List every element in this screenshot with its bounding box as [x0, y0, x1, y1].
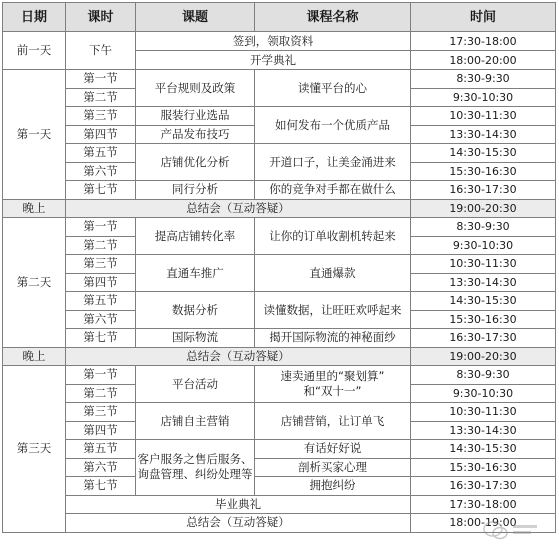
session-cell: 第二节	[65, 236, 136, 256]
time-cell: 15:30-16:30	[410, 162, 556, 182]
course-cell: 直通爆款	[254, 254, 411, 292]
topic-cell: 客户服务之售后服务、 询盘管理、纠纷处理等	[135, 439, 255, 496]
session-cell: 第七节	[65, 328, 136, 348]
time-cell: 13:30-14:30	[410, 421, 556, 441]
session-cell: 第六节	[65, 310, 136, 330]
course-cell: 揭开国际物流的神秘面纱	[254, 328, 411, 348]
session-cell: 第一节	[65, 217, 136, 237]
time-cell: 16:30-17:30	[410, 180, 556, 200]
time-cell: 9:30-10:30	[410, 236, 556, 256]
time-cell: 10:30-11:30	[410, 254, 556, 274]
time-cell: 9:30-10:30	[410, 384, 556, 404]
topic-cell: 直通车推广	[135, 254, 255, 292]
pre-day-course: 开学典礼	[135, 50, 411, 70]
header-course-name: 课程名称	[254, 2, 411, 32]
topic-cell: 店铺自主营销	[135, 402, 255, 440]
evening-label: 晚上	[2, 347, 66, 367]
session-cell: 第四节	[65, 421, 136, 441]
header-time: 时间	[410, 2, 556, 32]
session-cell: 第一节	[65, 69, 136, 89]
session-cell: 第四节	[65, 125, 136, 145]
pre-day-session: 下午	[65, 31, 136, 70]
header-date: 日期	[2, 2, 66, 32]
topic-cell: 国际物流	[135, 328, 255, 348]
session-cell: 第六节	[65, 162, 136, 182]
session-cell: 第五节	[65, 291, 136, 311]
time-cell: 13:30-14:30	[410, 125, 556, 145]
schedule-table	[2, 2, 555, 533]
course-cell: 有话好好说	[254, 439, 411, 459]
topic-cell: 平台规则及政策	[135, 69, 255, 107]
session-cell: 第二节	[65, 384, 136, 404]
session-cell: 第三节	[65, 402, 136, 422]
session-cell: 第五节	[65, 143, 136, 163]
session-cell: 第七节	[65, 180, 136, 200]
wechat-watermark-icon	[481, 516, 541, 544]
day-date: 第三天	[2, 365, 66, 533]
topic-cell: 同行分析	[135, 180, 255, 200]
course-cell: 店铺营销，让订单飞	[254, 402, 411, 440]
session-cell: 第七节	[65, 476, 136, 496]
course-cell: 剖析买家心理	[254, 458, 411, 478]
evening-course: 总结会（互动答疑）	[65, 199, 411, 219]
topic-cell: 平台活动	[135, 365, 255, 403]
session-cell: 第五节	[65, 439, 136, 459]
session-cell: 第四节	[65, 273, 136, 293]
day-date: 第二天	[2, 217, 66, 348]
course-cell: 速卖通里的“聚划算” 和“双十一”	[254, 365, 411, 403]
course-cell: 开道口子，让美金涌进来	[254, 143, 411, 181]
topic-cell: 提高店铺转化率	[135, 217, 255, 255]
session-cell: 第三节	[65, 106, 136, 126]
evening-label: 晚上	[2, 199, 66, 219]
course-cell: 读懂数据，让旺旺欢呼起来	[254, 291, 411, 329]
topic-cell: 店铺优化分析	[135, 143, 255, 181]
time-cell: 8:30-9:30	[410, 217, 556, 237]
time-cell: 14:30-15:30	[410, 291, 556, 311]
course-cell: 如何发布一个优质产品	[254, 106, 411, 144]
course-cell: 让你的订单收割机转起来	[254, 217, 411, 255]
header-topic: 课题	[135, 2, 255, 32]
time-cell: 13:30-14:30	[410, 273, 556, 293]
time-cell: 9:30-10:30	[410, 88, 556, 108]
time-cell: 8:30-9:30	[410, 365, 556, 385]
topic-cell: 服装行业选品	[135, 106, 255, 126]
evening-time: 19:00-20:30	[410, 199, 556, 219]
session-cell: 第一节	[65, 365, 136, 385]
pre-day-date: 前一天	[2, 31, 66, 70]
closing-time: 18:00-19:00	[410, 513, 556, 533]
header-session: 课时	[65, 2, 136, 32]
time-cell: 8:30-9:30	[410, 69, 556, 89]
topic-cell: 产品发布技巧	[135, 125, 255, 145]
topic-cell: 数据分析	[135, 291, 255, 329]
pre-day-time: 17:30-18:00	[410, 31, 556, 51]
time-cell: 10:30-11:30	[410, 106, 556, 126]
course-cell: 你的竞争对手都在做什么	[254, 180, 411, 200]
evening-course: 总结会（互动答疑）	[65, 347, 411, 367]
session-cell: 第二节	[65, 88, 136, 108]
evening-time: 19:00-20:30	[410, 347, 556, 367]
session-cell: 第三节	[65, 254, 136, 274]
day-date: 第一天	[2, 69, 66, 200]
pre-day-time: 18:00-20:00	[410, 50, 556, 70]
pre-day-course: 签到，领取资料	[135, 31, 411, 51]
time-cell: 14:30-15:30	[410, 439, 556, 459]
time-cell: 10:30-11:30	[410, 402, 556, 422]
closing-course: 总结会（互动答疑）	[65, 513, 411, 533]
time-cell: 16:30-17:30	[410, 476, 556, 496]
course-cell: 拥抱纠纷	[254, 476, 411, 496]
course-cell: 读懂平台的心	[254, 69, 411, 107]
time-cell: 16:30-17:30	[410, 328, 556, 348]
closing-time: 17:30-18:00	[410, 495, 556, 515]
time-cell: 15:30-16:30	[410, 458, 556, 478]
time-cell: 15:30-16:30	[410, 310, 556, 330]
closing-course: 毕业典礼	[65, 495, 411, 515]
session-cell: 第六节	[65, 458, 136, 478]
time-cell: 14:30-15:30	[410, 143, 556, 163]
